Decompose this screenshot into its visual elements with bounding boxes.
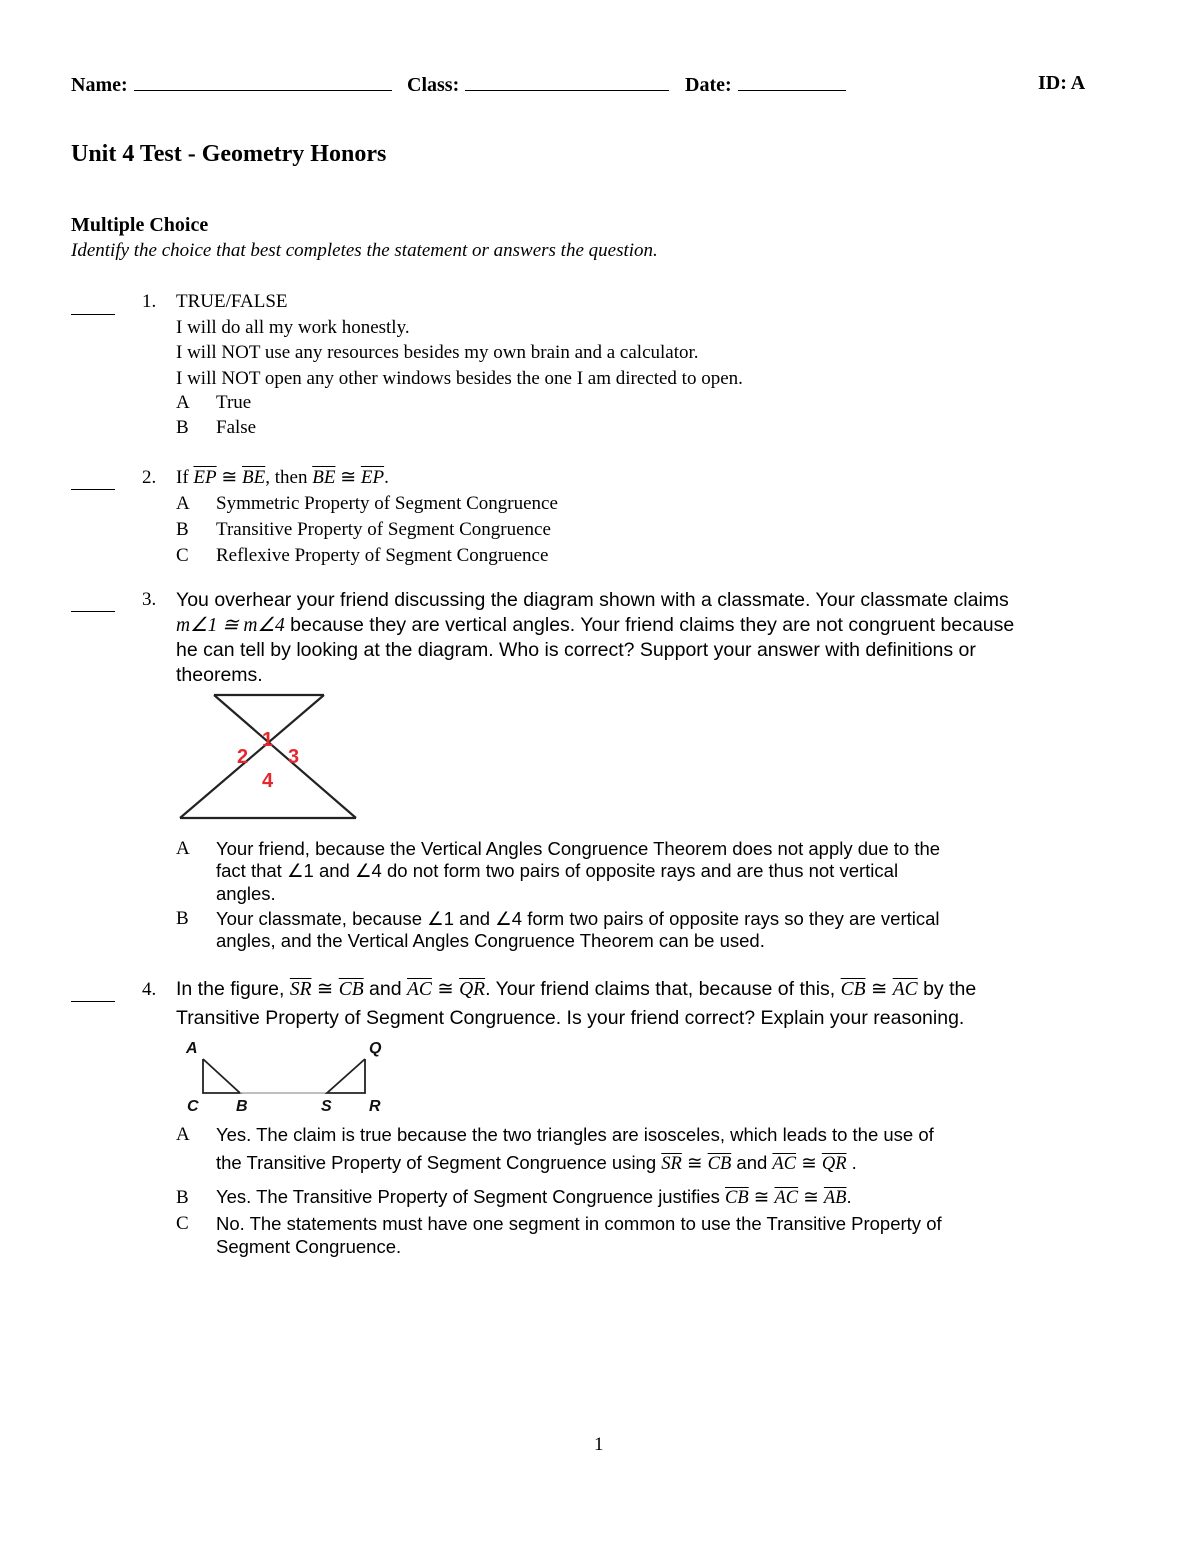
- q3-line: m∠1 ≅ m∠4 because they are vertical angles. Your friend claims they are not congruent because: [176, 614, 1015, 636]
- vertex-label-s: S: [321, 1098, 332, 1115]
- test-id: ID: A: [1038, 72, 1086, 94]
- option-text[interactable]: No. The statements must have one segment in common to use the Transitive Property of: [216, 1213, 942, 1234]
- option-letter[interactable]: B: [176, 908, 189, 929]
- option-text[interactable]: Yes. The claim is true because the two triangles are isosceles, which leads to the use of: [216, 1124, 934, 1145]
- question-number-4: 4.: [142, 979, 157, 1000]
- section-instructions: Identify the choice that best completes the statement or answers the question.: [71, 240, 658, 261]
- q3-line: he can tell by looking at the diagram. Who is correct? Support your answer with definitions or: [176, 639, 976, 661]
- q3-line: theorems.: [176, 664, 263, 686]
- angle-label-4: 4: [262, 770, 274, 792]
- question-number-1: 1.: [142, 291, 157, 312]
- option-text[interactable]: Yes. The Transitive Property of Segment Congruence justifies $\overline{CB}$ ≅ $\overline{AC}$ ≅ $\overline{AB}$.: [216, 1186, 852, 1208]
- option-letter[interactable]: C: [176, 1213, 189, 1234]
- answer-blank-4[interactable]: [71, 1000, 115, 1002]
- vertex-label-c: C: [187, 1098, 199, 1115]
- question-number-3: 3.: [142, 589, 157, 610]
- option-text[interactable]: angles, and the Vertical Angles Congruence Theorem can be used.: [216, 930, 765, 951]
- angle-label-3: 3: [288, 746, 300, 768]
- q1-line: I will do all my work honestly.: [176, 317, 410, 338]
- name-blank[interactable]: [134, 72, 392, 91]
- page-title: Unit 4 Test - Geometry Honors: [71, 141, 387, 167]
- triangle-acb: [203, 1059, 240, 1093]
- option-text[interactable]: True: [216, 392, 252, 413]
- class-blank[interactable]: [465, 72, 669, 91]
- option-letter[interactable]: A: [176, 1124, 190, 1145]
- option-text[interactable]: Your friend, because the Vertical Angles Congruence Theorem does not apply due to the: [216, 838, 941, 859]
- date-field[interactable]: Date:: [685, 72, 846, 97]
- triangle-qrs: [327, 1059, 365, 1093]
- option-letter[interactable]: C: [176, 545, 189, 566]
- angle-label-2: 2: [237, 746, 249, 768]
- date-blank[interactable]: [738, 72, 846, 91]
- option-text[interactable]: Your classmate, because ∠1 and ∠4 form two pairs of opposite rays so they are vertical: [216, 908, 940, 929]
- option-text[interactable]: Symmetric Property of Segment Congruence: [216, 493, 558, 514]
- option-letter[interactable]: A: [176, 838, 190, 859]
- option-text[interactable]: Reflexive Property of Segment Congruence: [216, 545, 549, 566]
- option-text[interactable]: False: [216, 417, 257, 438]
- angle-label-1: 1: [262, 729, 274, 751]
- vertex-label-a: A: [186, 1040, 198, 1057]
- answer-blank-3[interactable]: [71, 610, 115, 612]
- question-number-2: 2.: [142, 467, 157, 488]
- name-field[interactable]: Name:: [71, 72, 392, 97]
- q2-stem: If $\overline{EP}$ ≅ $\overline{BE}$, then $\overline{BE}$ ≅ $\overline{EP}$.: [176, 467, 389, 488]
- q1-line: I will NOT open any other windows besides the one I am directed to open.: [176, 368, 743, 389]
- option-text[interactable]: Transitive Property of Segment Congruence: [216, 519, 551, 540]
- q1-line: TRUE/FALSE: [176, 291, 288, 312]
- class-field[interactable]: Class:: [407, 72, 669, 97]
- vertical-angles-diagram: [176, 690, 362, 822]
- option-text[interactable]: Segment Congruence.: [216, 1236, 402, 1257]
- answer-blank-2[interactable]: [71, 488, 115, 490]
- option-letter[interactable]: A: [176, 392, 190, 413]
- header: [71, 72, 1131, 102]
- option-letter[interactable]: B: [176, 1187, 189, 1208]
- option-text[interactable]: the Transitive Property of Segment Congruence using $\overline{SR}$ ≅ $\overline{CB}$ and $\overline{AC}$ ≅ $\overline{QR}$ .: [216, 1152, 857, 1174]
- option-text[interactable]: angles.: [216, 883, 276, 904]
- section-heading: Multiple Choice: [71, 214, 209, 236]
- option-letter[interactable]: A: [176, 493, 190, 514]
- vertex-label-q: Q: [369, 1040, 382, 1057]
- option-letter[interactable]: B: [176, 417, 189, 438]
- triangles-diagram: [180, 1036, 392, 1116]
- option-text[interactable]: fact that ∠1 and ∠4 do not form two pairs of opposite rays and are thus not vertical: [216, 860, 899, 881]
- q1-line: I will NOT use any resources besides my own brain and a calculator.: [176, 342, 699, 363]
- option-letter[interactable]: B: [176, 519, 189, 540]
- page-number: 1: [594, 1434, 604, 1455]
- diagram-line-1: [214, 695, 356, 818]
- q4-line-2: Transitive Property of Segment Congruence. Is your friend correct? Explain your reasoning.: [176, 1007, 965, 1029]
- vertex-label-b: B: [236, 1098, 248, 1115]
- q4-line-1: In the figure, $\overline{SR}$ ≅ $\overline{CB}$ and $\overline{AC}$ ≅ $\overline{QR}$. Your friend claims that, because of this, $\overline{CB}$ ≅ $\overline{AC}$ by the: [176, 978, 977, 1000]
- answer-blank-1[interactable]: [71, 313, 115, 315]
- diagram-line-2: [180, 695, 324, 818]
- vertex-label-r: R: [369, 1098, 381, 1115]
- q3-line: You overhear your friend discussing the diagram shown with a classmate. Your classmate claims: [176, 589, 1009, 611]
